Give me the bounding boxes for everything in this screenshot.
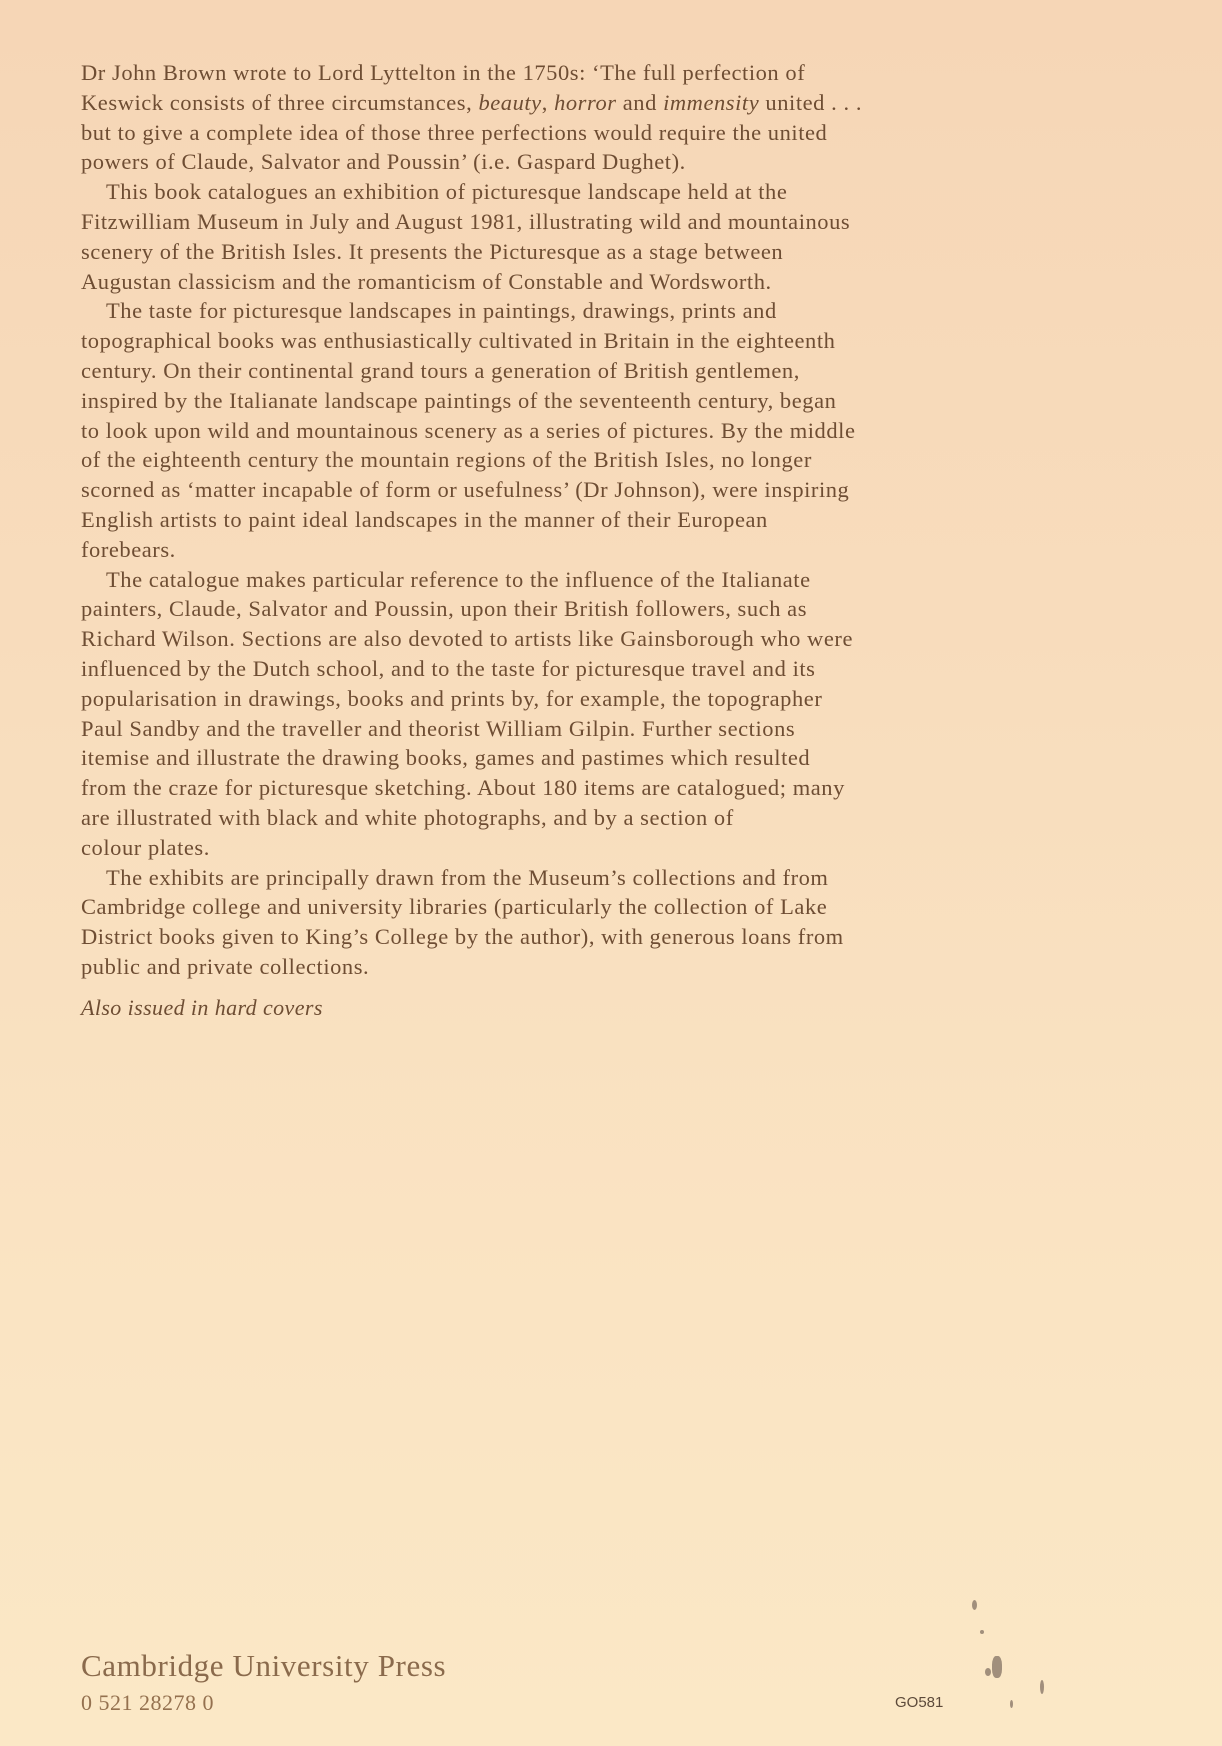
text-line xyxy=(81,296,862,326)
stock-code: GO581 xyxy=(895,1694,944,1711)
text-run: District books given to King’s College by the author), with generous loans from xyxy=(81,924,844,950)
text-line xyxy=(81,803,862,833)
text-run: English artists to paint ideal landscapes in the manner of their European xyxy=(81,506,768,532)
text-line xyxy=(81,147,862,177)
text-line xyxy=(81,952,862,982)
text-line xyxy=(81,594,862,624)
text-run: The taste for picturesque landscapes in paintings, drawings, prints and xyxy=(106,298,777,324)
text-line xyxy=(81,624,862,654)
text-line xyxy=(81,922,862,952)
text-line xyxy=(81,773,862,803)
text-run: Fitzwilliam Museum in July and August 1981, illustrating wild and mountainous xyxy=(81,208,851,234)
text-run: painters, Claude, Salvator and Poussin, upon their British followers, such as xyxy=(81,596,808,622)
text-run: influenced by the Dutch school, and to the taste for picturesque travel and its xyxy=(81,655,816,681)
italic-text: horror xyxy=(554,89,617,115)
blurb-text xyxy=(81,58,862,982)
text-run: public and private collections. xyxy=(81,953,370,979)
text-run: scenery of the British Isles. It presents the Picturesque as a stage between xyxy=(81,238,784,264)
text-line xyxy=(81,267,862,297)
text-run: Augustan classicism and the romanticism of Constable and Wordsworth. xyxy=(81,268,772,294)
text-line xyxy=(81,416,862,446)
text-line xyxy=(81,714,862,744)
italic-text: immensity xyxy=(663,89,760,115)
text-run: The catalogue makes particular reference to the influence of the Italianate xyxy=(106,566,811,592)
text-run: Dr John Brown wrote to Lord Lyttelton in the 1750s: ‘The full perfection of xyxy=(81,60,806,85)
text-line xyxy=(81,565,862,595)
text-run: but to give a complete idea of those three perfections would require the united xyxy=(81,119,828,145)
text-run: inspired by the Italianate landscape paintings of the seventeenth century, began xyxy=(81,387,837,413)
text-run: and xyxy=(616,89,664,115)
hardcover-note: Also issued in hard covers xyxy=(81,995,323,1020)
text-line xyxy=(81,88,862,118)
text-line xyxy=(81,237,862,267)
text-line xyxy=(81,475,862,505)
text-line xyxy=(81,535,862,565)
text-line xyxy=(81,207,862,237)
text-line xyxy=(81,654,862,684)
text-line xyxy=(81,684,862,714)
text-run: Cambridge college and university libraries (particularly the collection of Lake xyxy=(81,894,828,920)
text-line xyxy=(81,326,862,356)
isbn: 0 521 28278 0 xyxy=(81,1690,214,1715)
text-run: scorned as ‘matter incapable of form or usefulness’ (Dr Johnson), were inspiring xyxy=(81,477,850,503)
text-line xyxy=(81,445,862,475)
text-line xyxy=(81,505,862,535)
text-line xyxy=(81,863,862,893)
text-line xyxy=(81,356,862,386)
text-run: century. On their continental grand tours a generation of British gentlemen, xyxy=(81,357,800,383)
text-run: topographical books was enthusiastically cultivated in Britain in the eighteenth xyxy=(81,328,836,354)
text-run: are illustrated with black and white photographs, and by a section of xyxy=(81,804,734,830)
text-run: Richard Wilson. Sections are also devoted to artists like Gainsborough who were xyxy=(81,626,853,652)
italic-text: beauty xyxy=(478,89,542,115)
text-run: Keswick consists of three circumstances, xyxy=(81,89,479,115)
text-run: This book catalogues an exhibition of picturesque landscape held at the xyxy=(106,179,788,205)
text-line xyxy=(81,58,862,88)
text-line xyxy=(81,386,862,416)
text-run: forebears. xyxy=(81,536,176,562)
text-run: The exhibits are principally drawn from the Museum’s collections and from xyxy=(106,864,829,890)
text-run: popularisation in drawings, books and prints by, for example, the topographer xyxy=(81,685,823,711)
text-run: to look upon wild and mountainous scenery as a series of pictures. By the middle xyxy=(81,417,856,443)
text-run: colour plates. xyxy=(81,834,210,860)
text-run: powers of Claude, Salvator and Poussin’ (i.e. Gaspard Dughet). xyxy=(81,149,686,175)
text-run: Paul Sandby and the traveller and theorist William Gilpin. Further sections xyxy=(81,715,796,741)
text-line xyxy=(81,892,862,922)
text-run: from the craze for picturesque sketching. About 180 items are catalogued; many xyxy=(81,775,845,801)
text-line xyxy=(81,833,862,863)
text-line xyxy=(81,118,862,148)
text-run: , xyxy=(541,89,555,115)
text-line xyxy=(81,177,862,207)
text-line xyxy=(81,743,862,773)
text-run: united . . . xyxy=(759,89,863,115)
text-run: itemise and illustrate the drawing books, games and pastimes which resulted xyxy=(81,745,811,771)
text-run: of the eighteenth century the mountain regions of the British Isles, no longer xyxy=(81,447,812,473)
publisher-name: Cambridge University Press xyxy=(81,1648,447,1683)
